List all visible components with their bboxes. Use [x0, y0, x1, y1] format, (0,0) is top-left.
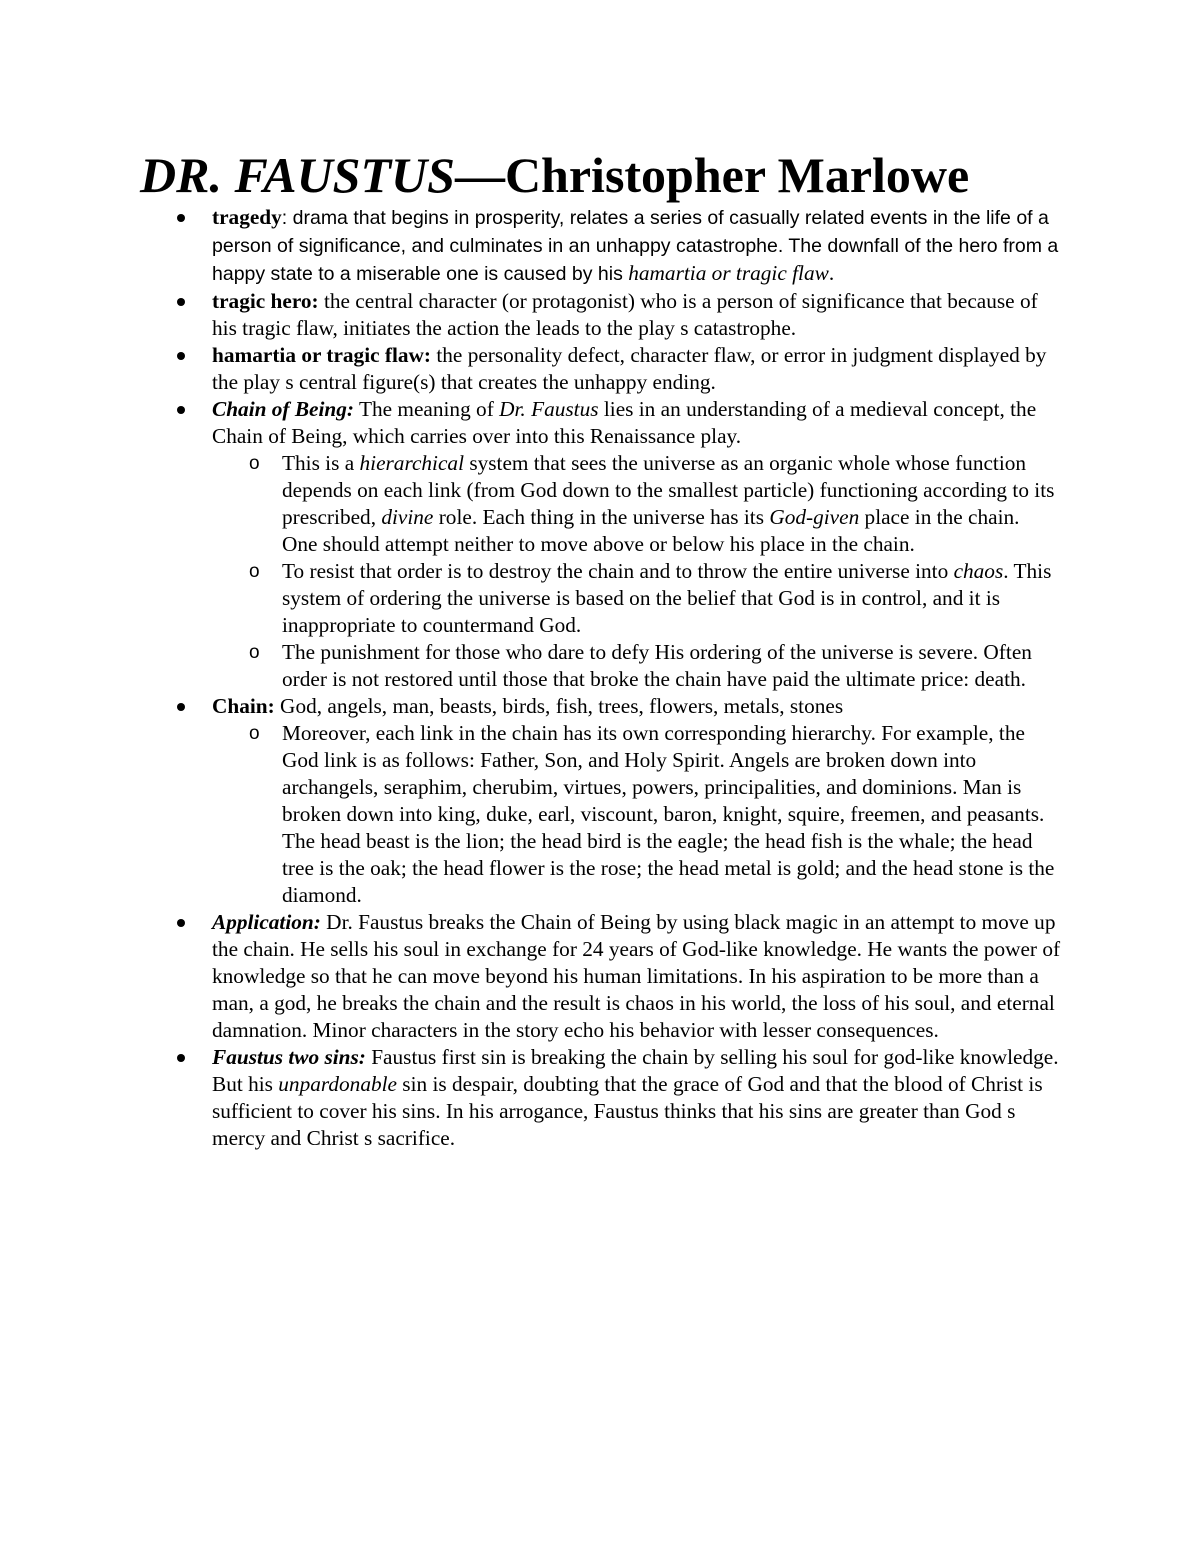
sub-bullet-marker: o — [249, 642, 260, 663]
sub-text: Moreover, each link in the chain has its own corresponding hierarchy. For example, the God link is as follows: Father, Son, and Holy Spirit. Angels are broken down into archangels, seraphim, cherubim, virtues, powers, principalities, and dominions. Man is broken down into king, duke, earl, viscount, baron, knight, squire, freemen, and peasants. The head beast is the lion; the head bird is the eagle; the head fish is the whale; the head tree is the oak; the head flower is the rose; the head metal is gold; and the head stone is the diamond. — [282, 721, 1055, 907]
bullet-application — [0, 909, 1062, 1044]
sub-bullet-marker: o — [249, 453, 260, 474]
sub-text: role. Each thing in the universe has its — [433, 505, 770, 529]
bullet-tragedy — [0, 204, 1062, 288]
sub-bullet-marker: o — [249, 561, 260, 582]
definition-two-sins-a: Faustus first sin is breaking the chain by selling his soul for god-like knowledge. But his — [212, 1045, 1059, 1096]
term-tragedy: tragedy — [212, 205, 282, 229]
definition-application: Dr. Faustus breaks the Chain of Being by using black magic in an attempt to move up the chain. He sells his soul in exchange for 24 years of God-like knowledge. He wants the power of knowledge so that he can move beyond his human limitations. In his aspiration to be more than a man, a god, he breaks the chain and the result is chaos in his world, the loss of his soul, and eternal damnation. Minor characters in the story echo his behavior with lesser consequences. — [212, 910, 1061, 1042]
chain-of-being-sublist — [212, 450, 1062, 693]
bullet-dot-icon — [177, 406, 185, 414]
term-two-sins: Faustus two sins: — [212, 1045, 366, 1069]
definition-tragedy-b: . — [828, 261, 835, 285]
definition-two-sins-b: sin is despair, doubting that the grace of God and that the blood of Christ is sufficient to cover his sins. In his arrogance, Faustus thinks that his sins are greater than God s mercy and Christ s sacrifice. — [212, 1072, 1043, 1150]
sub-text: . This system of ordering the universe is based on the belief that God is in control, and it is inappropriate to countermand God. — [282, 559, 1052, 637]
bullet-dot-icon — [177, 919, 185, 927]
definition-chain-of-being-a: The meaning of — [354, 397, 500, 421]
bullet-dot-icon — [177, 352, 185, 360]
bullet-chain-of-being — [0, 396, 1062, 693]
sub-emphasis: hierarchical — [359, 451, 464, 475]
definition-tragedy-emphasis: hamartia or tragic flaw — [628, 261, 829, 285]
term-tragic-hero: tragic hero: — [212, 289, 319, 313]
sub-bullet-marker: o — [249, 723, 260, 744]
definition-hamartia: the personality defect, character flaw, or error in judgment displayed by the play s central figure(s) that creates the unhappy ending. — [212, 343, 1047, 394]
sub-item-punishment — [212, 639, 1057, 693]
term-chain: Chain: — [212, 694, 275, 718]
sub-item-resist-order — [212, 558, 1057, 639]
page-title — [140, 143, 969, 207]
term-chain-of-being: Chain of Being: — [212, 397, 355, 421]
bullet-tragic-hero — [0, 288, 1062, 342]
bullet-chain — [0, 693, 1062, 909]
definition-tragedy-a: : drama that begins in prosperity, relates a series of casually related events in the life of a person of significance, and culminates in an unhappy catastrophe. The downfall of the hero from a happy state to a miserable one is caused by his — [212, 207, 1059, 285]
definition-tragic-hero: the central character (or protagonist) who is a person of significance that because of his tragic flaw, initiates the action the leads to the play s catastrophe. — [212, 289, 1038, 340]
sub-item-link-hierarchy — [212, 720, 1057, 909]
definition-chain: God, angels, man, beasts, birds, fish, trees, flowers, metals, stones — [274, 694, 844, 718]
title-italic-part: DR. FAUSTUS — [140, 147, 455, 203]
sub-emphasis: chaos — [953, 559, 1004, 583]
chain-sublist — [212, 720, 1062, 909]
definition-chain-of-being-b: lies in an understanding of a medieval concept, the Chain of Being, which carries over into this Renaissance play. — [212, 397, 1037, 448]
sub-item-hierarchical — [212, 450, 1057, 558]
bullet-two-sins — [0, 1044, 1062, 1152]
bullet-dot-icon — [177, 703, 185, 711]
definition-chain-of-being-emphasis: Dr. Faustus — [499, 397, 599, 421]
term-application: Application: — [212, 910, 321, 934]
definition-list — [0, 204, 1200, 1152]
sub-text: system that sees the universe as an organic whole whose function depends on each link (from God down to the smallest particle) functioning according to its prescribed, — [282, 451, 1055, 529]
title-author-part: —Christopher Marlowe — [454, 147, 970, 203]
sub-text: place in the chain. One should attempt neither to move above or below his place in the chain. — [282, 505, 1020, 556]
bullet-dot-icon — [177, 214, 185, 222]
sub-text: To resist that order is to destroy the chain and to throw the entire universe into — [282, 559, 954, 583]
bullet-dot-icon — [177, 1054, 185, 1062]
definition-two-sins-emphasis: unpardonable — [278, 1072, 397, 1096]
sub-text: This is a — [282, 451, 360, 475]
sub-text: The punishment for those who dare to defy His ordering of the universe is severe. Often order is not restored until those that broke the chain have paid the ultimate price: death. — [282, 640, 1032, 691]
bullet-dot-icon — [177, 298, 185, 306]
sub-emphasis: God-given — [769, 505, 860, 529]
sub-emphasis: divine — [381, 505, 434, 529]
term-hamartia: hamartia or tragic flaw: — [212, 343, 432, 367]
bullet-hamartia — [0, 342, 1062, 396]
